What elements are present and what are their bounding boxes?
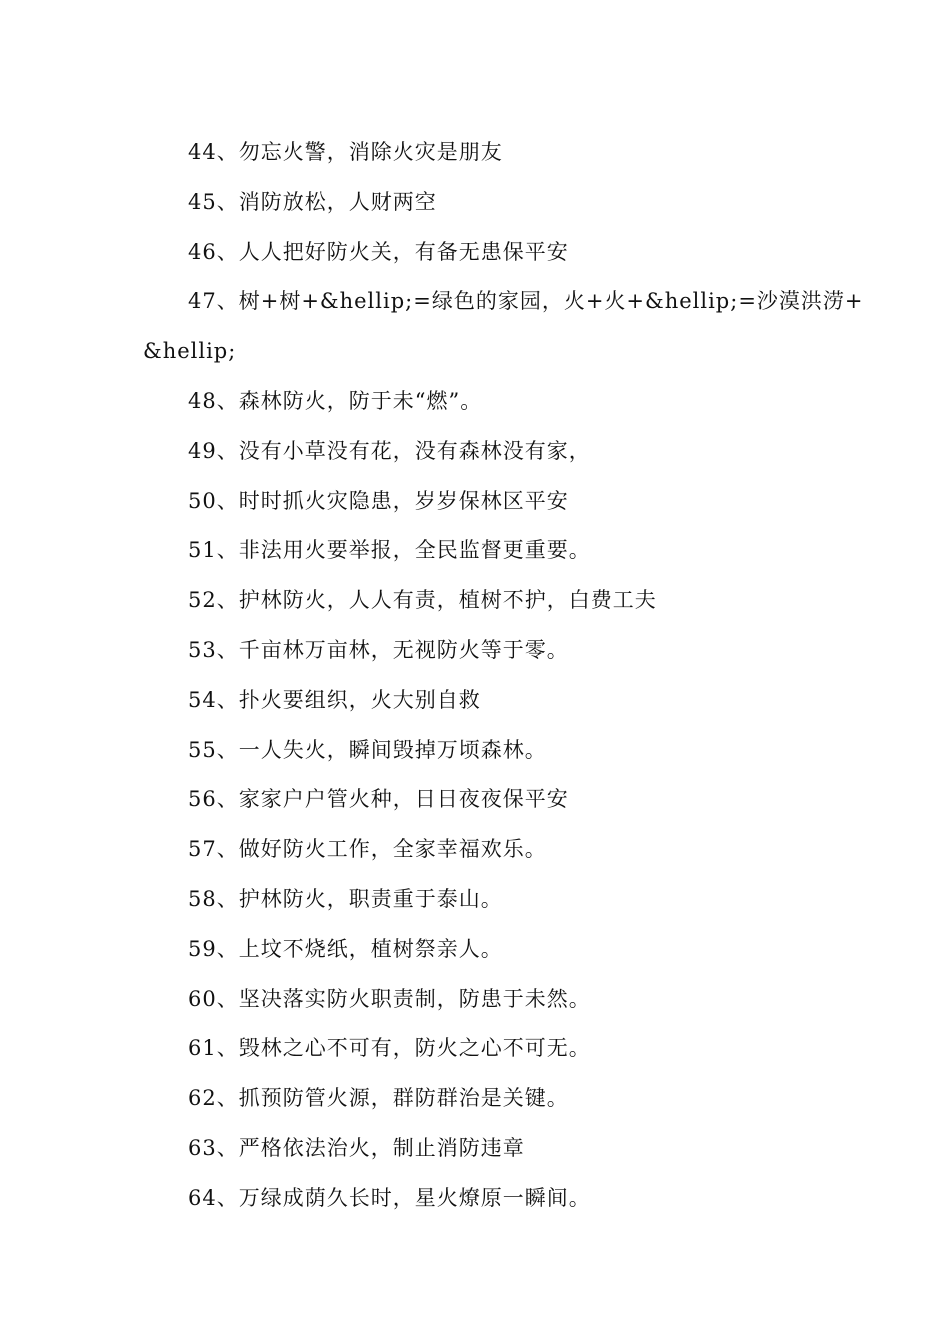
list-item: 61、毁林之心不可有，防火之心不可无。 bbox=[188, 1036, 591, 1061]
list-item: 58、护林防火，职责重于泰山。 bbox=[188, 886, 503, 911]
list-item: 64、万绿成荫久长时，星火燎原一瞬间。 bbox=[188, 1185, 591, 1210]
slogan-list bbox=[143, 128, 864, 1224]
list-item: 62、抓预防管火源，群防群治是关键。 bbox=[188, 1086, 569, 1111]
list-item: 63、严格依法治火，制止消防违章 bbox=[188, 1135, 525, 1160]
list-item: 55、一人失火，瞬间毁掉万顷森林。 bbox=[188, 737, 547, 762]
list-item: 56、家家户户管火种，日日夜夜保平安 bbox=[188, 787, 569, 812]
list-item: 44、勿忘火警，消除火灾是朋友 bbox=[188, 140, 503, 164]
list-item: 53、千亩林万亩林，无视防火等于零。 bbox=[188, 637, 569, 662]
list-item: 59、上坟不烧纸，植树祭亲人。 bbox=[188, 936, 503, 961]
list-item: 54、扑火要组织，火大别自救 bbox=[188, 687, 481, 712]
list-item: 57、做好防火工作，全家幸福欢乐。 bbox=[188, 837, 547, 862]
list-item: 52、护林防火，人人有责，植树不护，白费工夫 bbox=[188, 588, 657, 613]
list-item: 48、森林防火，防于未“燃”。 bbox=[188, 388, 483, 413]
list-item: 45、消防放松，人财两空 bbox=[188, 189, 437, 214]
list-item: 51、非法用火要举报，全民监督更重要。 bbox=[188, 538, 591, 563]
list-item: 47、树+树+&hellip;=绿色的家园，火+火+&hellip;=沙漠洪涝+ bbox=[188, 289, 864, 314]
list-item: 46、人人把好防火关，有备无患保平安 bbox=[188, 239, 569, 264]
list-item: 50、时时抓火灾隐患，岁岁保林区平安 bbox=[188, 488, 569, 513]
list-item-continuation: &hellip; bbox=[143, 339, 237, 364]
list-item: 49、没有小草没有花，没有森林没有家， bbox=[188, 438, 591, 463]
list-item: 60、坚决落实防火职责制，防患于未然。 bbox=[188, 986, 591, 1011]
